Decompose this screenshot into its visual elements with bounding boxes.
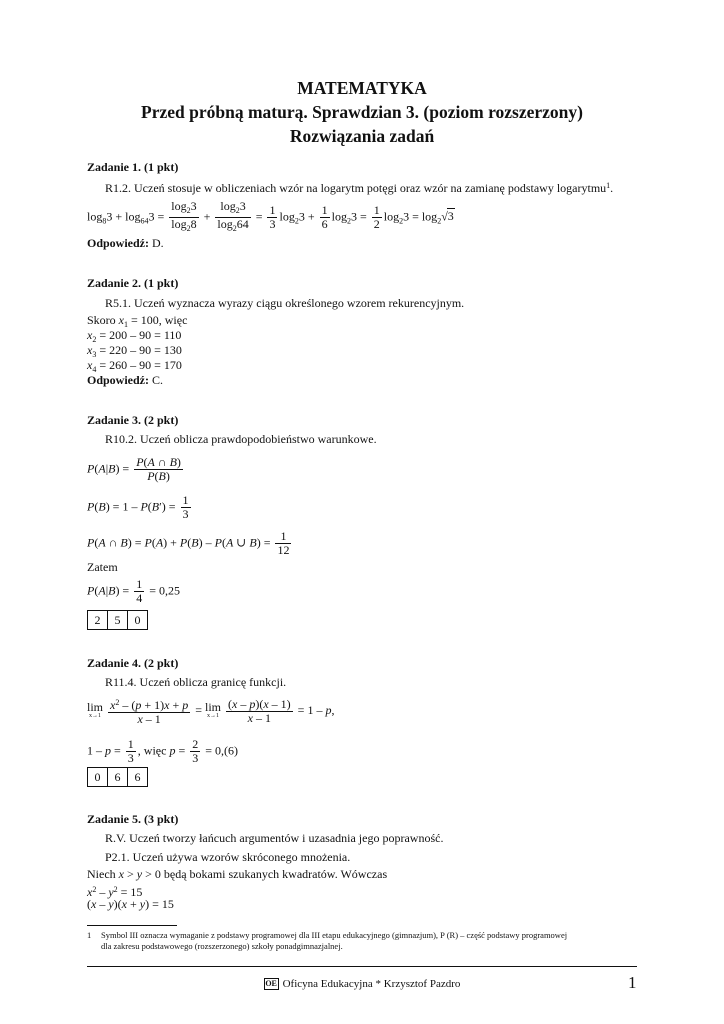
task1-requirement: R1.2. Uczeń stosuje w obliczeniach wzór na logarytm potęgi oraz wzór na zamianę podstawy logarytmu$^1$.	[105, 181, 614, 195]
doc-title: MATEMATYKA	[297, 78, 427, 98]
answer-digit: 2	[88, 611, 108, 629]
answer-digit: 0	[88, 768, 108, 786]
task5-title: Zadanie 5. (3 pkt)	[87, 812, 179, 826]
task2-line1: Skoro $x_1 = 100$, więc	[87, 313, 188, 329]
page-number: 1	[628, 973, 637, 992]
task2-line2: $x_2 = 200 - 90 = 110$	[87, 328, 182, 344]
answer-digit: 5	[108, 611, 128, 629]
footnote-line1: 1 Symbol III oznacza wymaganie z podstawy programowej dla III etapu edukacyjnego (gimnazjum), P (R) – część podstawy programowej	[87, 930, 568, 940]
task3-result: P(A|B) = $\frac{1}{4}$ = 0,25	[87, 577, 180, 605]
answer-digit: 0	[134, 613, 141, 627]
task3-requirement: R10.2. Uczeń oblicza prawdopodobieństwo warunkowe.	[105, 432, 377, 446]
answer-digit: 6	[108, 768, 128, 786]
task5-line2: $x^2 - y^2 = 15$	[87, 885, 143, 899]
task2-title: Zadanie 2. (1 pkt)	[87, 276, 179, 290]
task4-result: 1 – p = $\frac{1}{3}$ , więc p = $\frac{2}{3}$ = 0,(6)	[87, 737, 238, 765]
task3-answer-boxes	[87, 610, 148, 630]
task4-title: Zadanie 4. (2 pkt)	[87, 656, 179, 670]
footer	[0, 978, 724, 990]
task3-formula2: P(B) = 1 – P(B′) = $\frac{1}{3}$	[87, 493, 189, 521]
task4-requirement: R11.4. Uczeń oblicza granicę funkcji.	[105, 675, 287, 689]
task5-line1: Niech x > y > 0 będą bokami szukanych kwadratów. Wówczas	[87, 867, 388, 881]
publisher-logo-icon: OE	[265, 979, 277, 989]
task5-requirement-1: R.V. Uczeń tworzy łańcuch argumentów i uzasadnia jego poprawność.	[105, 831, 444, 845]
footnote-ref: 1	[606, 181, 611, 190]
task3-formula3: P(A ∩ B) = P(A) + P(B) – P(A ∪ B) = $\frac{1}{12}$	[87, 529, 290, 557]
footer-rule	[87, 966, 637, 967]
task1-formula: $\log_83 + \log_{64}3$ = $\frac{\log_23}{\log_28}$ + $\frac{\log_23}{\log_264}$ = $\frac{1}{3}$ $\log_23$ + $\frac{1}{6}$ $\log_23$ = $\frac{1}{2}$ $\log_23 = \log_2√3$	[87, 199, 454, 233]
task3-formula1: P(A|B) = $\frac{P(A \cap B)}{P(B)}$	[87, 455, 181, 483]
task2-answer: Odpowiedź: C.	[87, 373, 164, 387]
task1-title: Zadanie 1. (1 pkt)	[87, 160, 179, 174]
task2-requirement: R5.1. Uczeń wyznacza wyrazy ciągu określonego wzorem rekurencyjnym.	[105, 296, 465, 310]
task4-limit: lim x→1 $\frac{x^2 - (p + 1)x + p}{x - 1}$ = lim x→1 $\frac{(x - p)(x - 1)}{x - 1}$ = 1 – p,	[87, 696, 335, 726]
footnote-rule	[87, 925, 177, 926]
task5-requirement-2: P2.1. Uczeń używa wzorów skróconego mnożenia.	[105, 850, 351, 864]
task3-zatem: Zatem	[87, 560, 118, 574]
publisher-text: Oficyna Edukacyjna * Krzysztof Pazdro	[282, 978, 461, 990]
footnote-line2: dla zakresu podstawowego (rozszerzonego) szkoły ponadgimnazjalnej.	[101, 941, 343, 951]
task2-line3: $x_3 = 220 - 90 = 130$	[87, 343, 182, 359]
doc-heading: Rozwiązania zadań	[289, 126, 435, 146]
doc-subtitle: Przed próbną maturą. Sprawdzian 3. (poziom rozszerzony)	[141, 102, 583, 122]
answer-digit: 6	[134, 770, 141, 784]
task5-line3: (x – y)(x + y) = 15	[87, 897, 174, 911]
task2-line4: $x_4 = 260 - 90 = 170$	[87, 358, 182, 374]
task3-title: Zadanie 3. (2 pkt)	[87, 413, 179, 427]
task1-answer: Odpowiedź: D.	[87, 236, 164, 250]
task4-answer-boxes	[87, 767, 148, 787]
